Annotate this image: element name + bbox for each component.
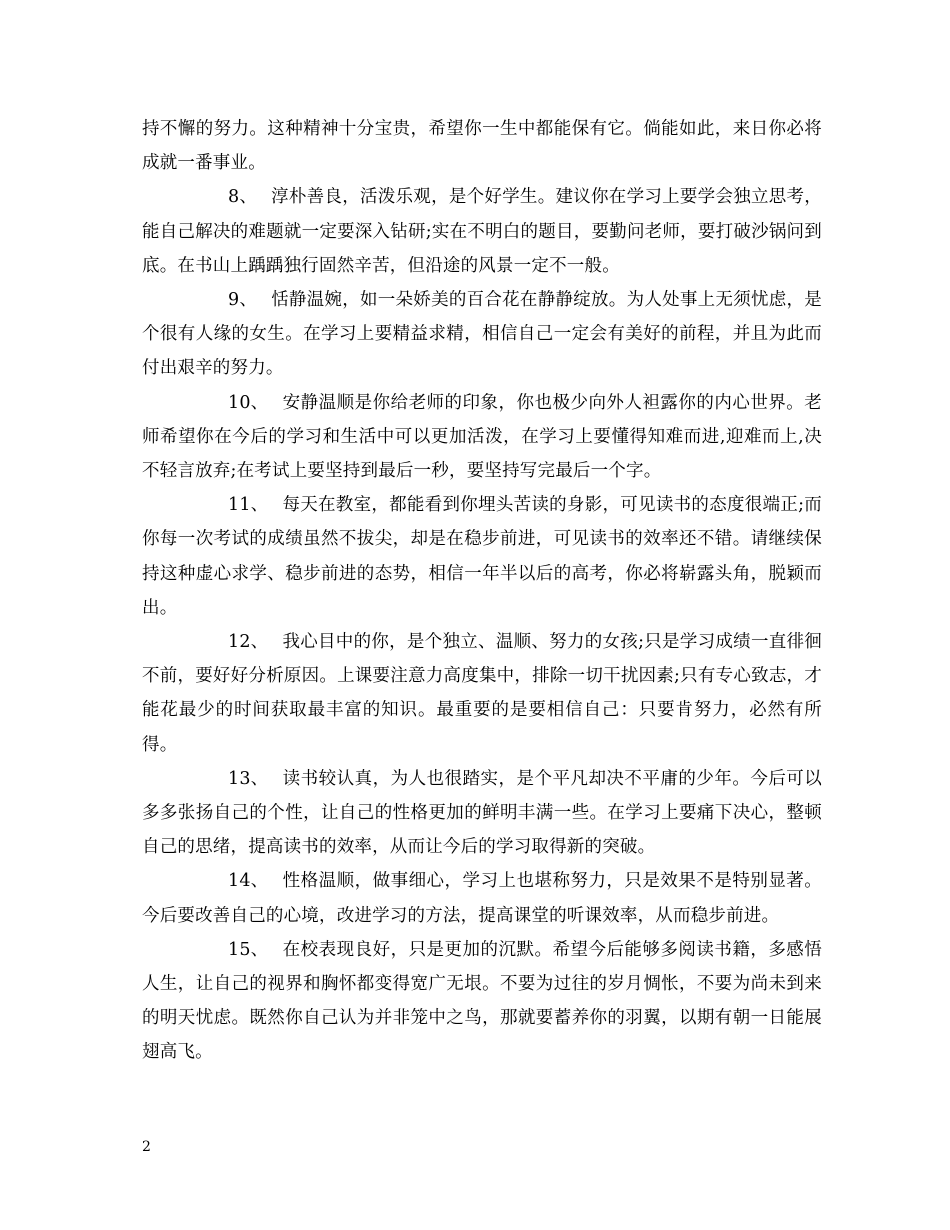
paragraph-item-13 (142, 762, 822, 865)
paragraph-text: 性格温顺，做事细心，学习上也堪称努力，只是效果不是特别显著。今后要改善自己的心境，改进学习的方法，提高课堂的听课效率，从而稳步前进。 (142, 871, 822, 926)
item-number: 13、 (228, 768, 269, 789)
item-number: 12、 (228, 632, 269, 653)
paragraph-text: 读书较认真，为人也很踏实，是个平凡却决不平庸的少年。今后可以多多张扬自己的个性，让自己的性格更加的鲜明丰满一些。在学习上要痛下决心，整顿自己的思绪，提高读书的效率，从而让今后的学习取得新的突破。 (142, 768, 822, 858)
paragraph-text: 在校表现良好，只是更加的沉默。希望今后能够多阅读书籍，多感悟人生，让自己的视界和胸怀都变得宽广无垠。不要为过往的岁月惆怅，不要为尚未到来的明天忧虑。既然你自己认为并非笼中之鸟，那就要蓄养你的羽翼，以期有朝一日能展翅高飞。 (142, 939, 822, 1063)
paragraph-item-9 (142, 283, 822, 386)
item-number: 14、 (228, 871, 269, 892)
paragraph-text: 安静温顺是你给老师的印象，你也极少向外人袒露你的内心世界。老师希望你在今后的学习和生活中可以更加活泼，在学习上要懂得知难而进,迎难而上,决不轻言放弃;在考试上要坚持到最后一秒，要坚持写完最后一个字。 (142, 392, 822, 482)
paragraph-text: 恬静温婉，如一朵娇美的百合花在静静绽放。为人处事上无须忧虑，是个很有人缘的女生。在学习上要精益求精，相信自己一定会有美好的前程，并且为此而付出艰辛的努力。 (142, 290, 822, 379)
paragraph-item-11 (142, 488, 822, 625)
paragraph-item-8 (142, 180, 822, 283)
item-number: 10、 (228, 392, 269, 413)
item-number: 8、 (228, 187, 258, 208)
paragraph-item-10 (142, 386, 822, 489)
paragraph-continuation (142, 112, 822, 180)
paragraph-item-15 (142, 933, 822, 1070)
page-number: 2 (142, 1139, 151, 1155)
paragraph-text: 淳朴善良，活泼乐观，是个好学生。建议你在学习上要学会独立思考，能自己解决的难题就一定要深入钻研;实在不明白的题目，要勤问老师，要打破沙锅问到底。在书山上踽踽独行固然辛苦，但沿途的风景一定不一般。 (142, 187, 822, 276)
body-text (142, 112, 822, 1070)
paragraph-text: 持不懈的努力。这种精神十分宝贵，希望你一生中都能保有它。倘能如此，来日你必将成就一番事业。 (142, 119, 822, 174)
item-number: 11、 (228, 495, 269, 516)
paragraph-text: 每天在教室，都能看到你埋头苦读的身影，可见读书的态度很端正;而你每一次考试的成绩虽然不拔尖，却是在稳步前进，可见读书的效率还不错。请继续保持这种虚心求学、稳步前进的态势，相信一年半以后的高考，你必将崭露头角，脱颖而出。 (142, 495, 822, 618)
paragraph-item-14 (142, 864, 822, 932)
item-number: 15、 (228, 939, 269, 960)
item-number: 9、 (228, 290, 258, 311)
paragraph-item-12 (142, 625, 822, 762)
paragraph-text: 我心目中的你，是个独立、温顺、努力的女孩;只是学习成绩一直徘徊不前，要好好分析原因。上课要注意力高度集中，排除一切干扰因素;只有专心致志，才能花最少的时间获取最丰富的知识。最重要的是要相信自己：只要肯努力，必然有所得。 (142, 632, 822, 755)
